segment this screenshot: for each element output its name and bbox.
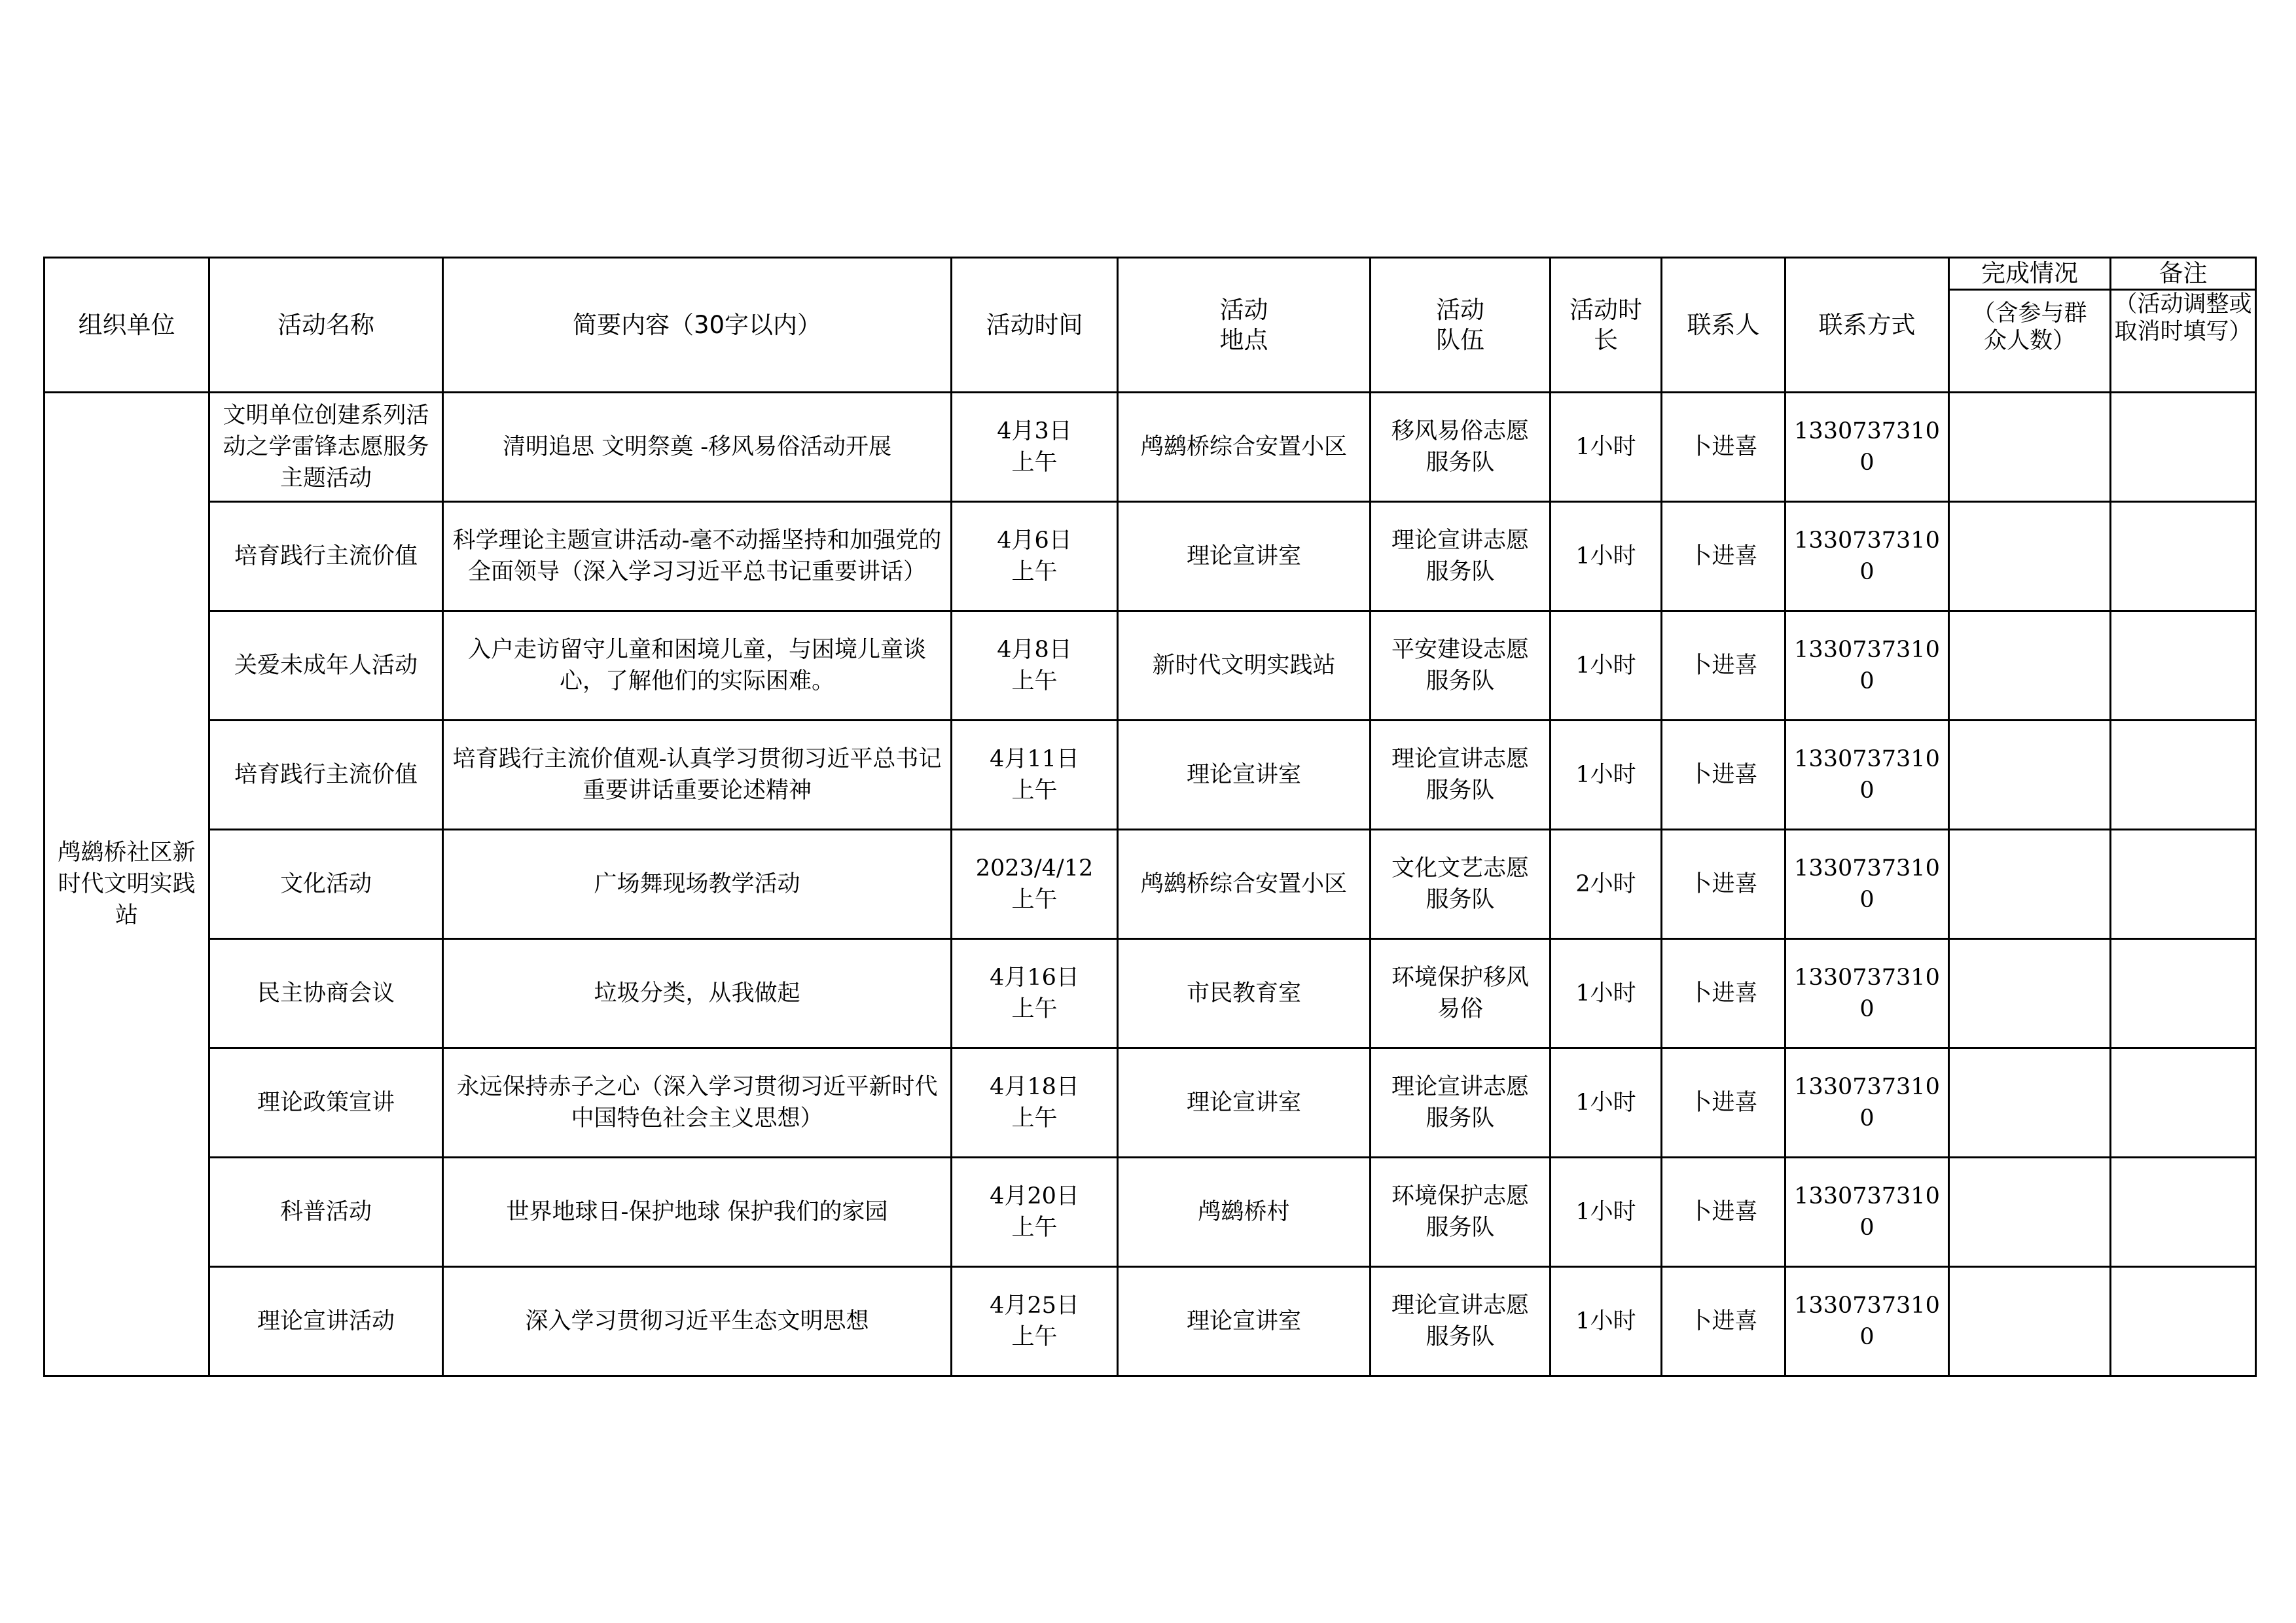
header-time: 活动时间 — [952, 258, 1118, 393]
cell-completion — [1949, 502, 2111, 611]
cell-contact: 卜进喜 — [1662, 939, 1785, 1048]
cell-phone: 13307373100 — [1785, 721, 1949, 830]
cell-brief: 永远保持赤子之心（深入学习贯彻习近平新时代中国特色社会主义思想） — [443, 1048, 952, 1158]
cell-activity-name: 文明单位创建系列活动之学雷锋志愿服务主题活动 — [209, 393, 443, 502]
activity-schedule-table — [43, 257, 2257, 1377]
cell-activity-name: 关爱未成年人活动 — [209, 611, 443, 721]
cell-remark — [2111, 393, 2256, 502]
header-phone: 联系方式 — [1785, 258, 1949, 393]
cell-time: 4月18日 上午 — [952, 1048, 1118, 1158]
cell-remark — [2111, 502, 2256, 611]
cell-activity-name: 理论政策宣讲 — [209, 1048, 443, 1158]
header-completion: 完成情况 — [1949, 258, 2111, 290]
cell-completion — [1949, 611, 2111, 721]
cell-phone: 13307373100 — [1785, 502, 1949, 611]
cell-time: 4月11日 上午 — [952, 721, 1118, 830]
table-row — [45, 1158, 2256, 1267]
cell-duration: 1小时 — [1551, 393, 1662, 502]
cell-remark — [2111, 1267, 2256, 1376]
cell-place: 理论宣讲室 — [1118, 1267, 1371, 1376]
cell-time: 4月20日 上午 — [952, 1158, 1118, 1267]
cell-activity-name: 文化活动 — [209, 830, 443, 939]
cell-team: 理论宣讲志愿服务队 — [1371, 721, 1551, 830]
header-activity-name: 活动名称 — [209, 258, 443, 393]
header-remark: 备注 — [2111, 258, 2256, 290]
cell-phone: 13307373100 — [1785, 830, 1949, 939]
table-header — [45, 258, 2256, 393]
table-row — [45, 502, 2256, 611]
cell-duration: 1小时 — [1551, 1048, 1662, 1158]
cell-activity-name: 培育践行主流价值 — [209, 502, 443, 611]
cell-team: 理论宣讲志愿服务队 — [1371, 502, 1551, 611]
header-place: 活动 地点 — [1118, 258, 1371, 393]
table-row — [45, 939, 2256, 1048]
cell-team: 环境保护移风易俗 — [1371, 939, 1551, 1048]
table-row — [45, 721, 2256, 830]
cell-phone: 13307373100 — [1785, 1158, 1949, 1267]
cell-activity-name: 科普活动 — [209, 1158, 443, 1267]
header-brief: 简要内容（30字以内） — [443, 258, 952, 393]
cell-remark — [2111, 721, 2256, 830]
cell-place: 鸬鹚桥综合安置小区 — [1118, 830, 1371, 939]
cell-brief: 世界地球日-保护地球 保护我们的家园 — [443, 1158, 952, 1267]
cell-phone: 13307373100 — [1785, 939, 1949, 1048]
cell-brief: 科学理论主题宣讲活动-毫不动摇坚持和加强党的全面领导（深入学习习近平总书记重要讲话） — [443, 502, 952, 611]
cell-time: 4月6日 上午 — [952, 502, 1118, 611]
header-remark-sub: （活动调整或取消时填写） — [2111, 290, 2256, 393]
cell-duration: 2小时 — [1551, 830, 1662, 939]
cell-completion — [1949, 721, 2111, 830]
cell-phone: 13307373100 — [1785, 393, 1949, 502]
cell-completion — [1949, 1267, 2111, 1376]
table-row — [45, 611, 2256, 721]
cell-contact: 卜进喜 — [1662, 502, 1785, 611]
cell-brief: 培育践行主流价值观-认真学习贯彻习近平总书记重要讲话重要论述精神 — [443, 721, 952, 830]
cell-brief: 清明追思 文明祭奠 -移风易俗活动开展 — [443, 393, 952, 502]
cell-phone: 13307373100 — [1785, 1048, 1949, 1158]
cell-remark — [2111, 939, 2256, 1048]
header-completion-sub: （含参与群众人数） — [1949, 290, 2111, 393]
cell-duration: 1小时 — [1551, 721, 1662, 830]
cell-completion — [1949, 939, 2111, 1048]
cell-completion — [1949, 830, 2111, 939]
cell-place: 理论宣讲室 — [1118, 502, 1371, 611]
cell-remark — [2111, 830, 2256, 939]
cell-duration: 1小时 — [1551, 1267, 1662, 1376]
cell-brief: 垃圾分类，从我做起 — [443, 939, 952, 1048]
cell-brief: 广场舞现场教学活动 — [443, 830, 952, 939]
cell-time: 4月8日 上午 — [952, 611, 1118, 721]
cell-brief: 深入学习贯彻习近平生态文明思想 — [443, 1267, 952, 1376]
cell-time: 4月16日 上午 — [952, 939, 1118, 1048]
cell-activity-name: 民主协商会议 — [209, 939, 443, 1048]
header-contact: 联系人 — [1662, 258, 1785, 393]
cell-completion — [1949, 1158, 2111, 1267]
cell-activity-name: 培育践行主流价值 — [209, 721, 443, 830]
table-row — [45, 1267, 2256, 1376]
cell-org-unit: 鸬鹚桥社区新时代文明实践站 — [45, 393, 209, 1376]
cell-time: 4月25日 上午 — [952, 1267, 1118, 1376]
cell-contact: 卜进喜 — [1662, 393, 1785, 502]
cell-team: 文化文艺志愿服务队 — [1371, 830, 1551, 939]
cell-duration: 1小时 — [1551, 939, 1662, 1048]
cell-time: 2023/4/12 上午 — [952, 830, 1118, 939]
cell-remark — [2111, 611, 2256, 721]
cell-remark — [2111, 1048, 2256, 1158]
cell-contact: 卜进喜 — [1662, 1158, 1785, 1267]
cell-contact: 卜进喜 — [1662, 1267, 1785, 1376]
table-body — [45, 393, 2256, 1376]
cell-activity-name: 理论宣讲活动 — [209, 1267, 443, 1376]
table-row — [45, 1048, 2256, 1158]
cell-phone: 13307373100 — [1785, 1267, 1949, 1376]
cell-place: 市民教育室 — [1118, 939, 1371, 1048]
cell-phone: 13307373100 — [1785, 611, 1949, 721]
cell-time: 4月3日 上午 — [952, 393, 1118, 502]
cell-place: 理论宣讲室 — [1118, 1048, 1371, 1158]
cell-remark — [2111, 1158, 2256, 1267]
cell-place: 鸬鹚桥综合安置小区 — [1118, 393, 1371, 502]
cell-contact: 卜进喜 — [1662, 1048, 1785, 1158]
cell-contact: 卜进喜 — [1662, 830, 1785, 939]
cell-team: 环境保护志愿服务队 — [1371, 1158, 1551, 1267]
cell-place: 鸬鹚桥村 — [1118, 1158, 1371, 1267]
table-row — [45, 393, 2256, 502]
cell-duration: 1小时 — [1551, 502, 1662, 611]
cell-team: 理论宣讲志愿服务队 — [1371, 1267, 1551, 1376]
table-row — [45, 830, 2256, 939]
cell-contact: 卜进喜 — [1662, 611, 1785, 721]
header-duration: 活动时 长 — [1551, 258, 1662, 393]
cell-completion — [1949, 1048, 2111, 1158]
cell-brief: 入户走访留守儿童和困境儿童，与困境儿童谈心，了解他们的实际困难。 — [443, 611, 952, 721]
cell-contact: 卜进喜 — [1662, 721, 1785, 830]
cell-place: 新时代文明实践站 — [1118, 611, 1371, 721]
cell-team: 理论宣讲志愿服务队 — [1371, 1048, 1551, 1158]
cell-team: 移风易俗志愿服务队 — [1371, 393, 1551, 502]
cell-team: 平安建设志愿服务队 — [1371, 611, 1551, 721]
cell-place: 理论宣讲室 — [1118, 721, 1371, 830]
header-team: 活动 队伍 — [1371, 258, 1551, 393]
header-org: 组织单位 — [45, 258, 209, 393]
cell-duration: 1小时 — [1551, 1158, 1662, 1267]
cell-completion — [1949, 393, 2111, 502]
cell-duration: 1小时 — [1551, 611, 1662, 721]
